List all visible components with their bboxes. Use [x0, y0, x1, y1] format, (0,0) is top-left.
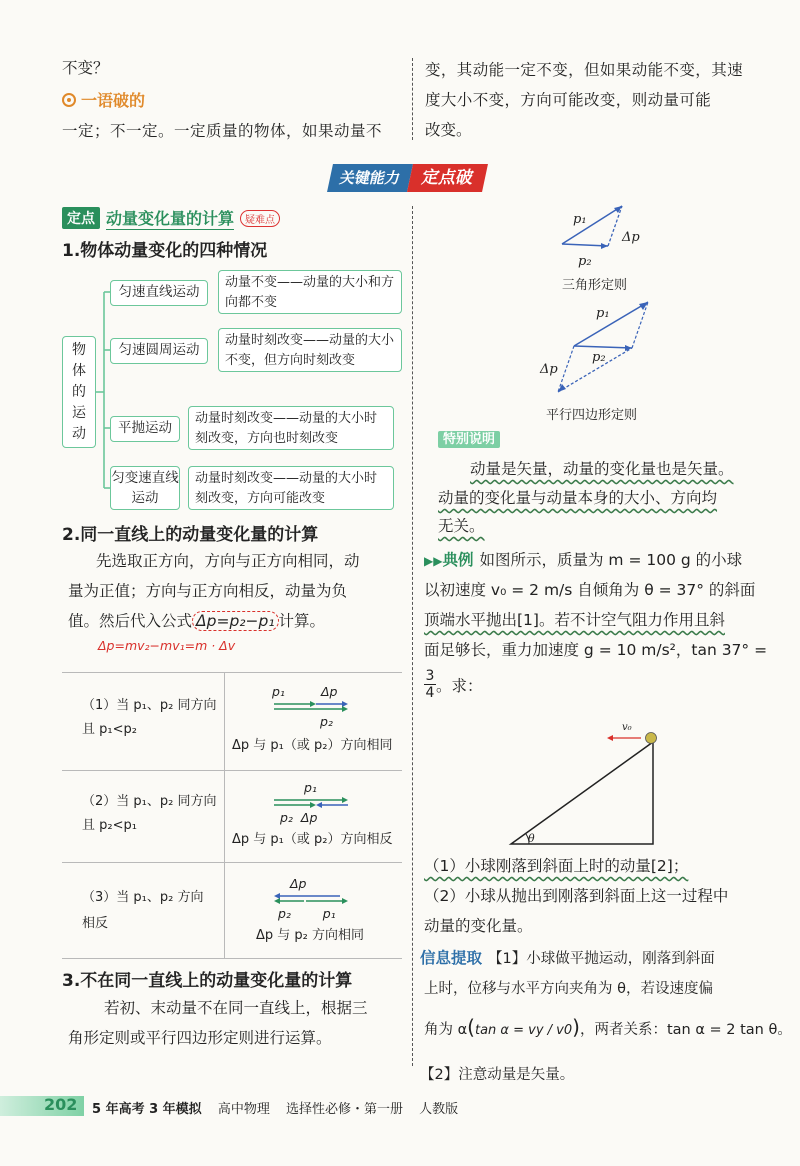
footer-volume: 选择性必修・第一册	[285, 1102, 403, 1117]
top-right-line2: 度大小不变，方向可能改变，则动量可能	[425, 91, 712, 109]
p2-line2: 量为正值；方向与正方向相反，动量为负	[68, 582, 348, 600]
case3-cond-line2: 相反	[82, 916, 109, 931]
top-left-line1: 不变？	[62, 59, 109, 77]
case2-cond-line1: （2）当 p₁、p₂ 同方向	[82, 794, 217, 809]
banner-left: 关键能力	[327, 164, 413, 192]
difficulty-badge: 疑难点	[240, 210, 280, 227]
example-line2: 以初速度 v₀ = 2 m/s 自倾角为 θ = 37° 的斜面	[424, 581, 756, 599]
fraction-denominator: 4	[425, 685, 435, 701]
p3-line2: 角形定则或平行四边形定则进行运算。	[68, 1029, 332, 1047]
info-line1	[420, 944, 715, 974]
fraction	[424, 668, 436, 701]
par-label-p1: p₁	[596, 306, 610, 321]
tree-root-char: 体	[72, 363, 86, 379]
formula-note: Δp=mv₂−mv₁=m · Δv	[98, 638, 236, 653]
case3-label-dp: Δp	[290, 876, 307, 891]
tree-desc-uniform-linear: 动量不变——动量的大小和方向都不变	[218, 270, 402, 314]
table-rule	[62, 862, 402, 863]
case2-arrows	[270, 796, 360, 808]
tree-desc-projectile: 动量时刻改变——动量的大小时刻改变，方向也时刻改变	[188, 406, 394, 450]
tip-tag-label: 特别说明	[438, 431, 500, 448]
tree-motion-uniform-circular: 匀速圆周运动	[110, 338, 208, 364]
case3-arrows	[270, 892, 360, 904]
case1-result: Δp 与 p₁（或 p₂）方向相同	[232, 738, 393, 753]
footer-subject: 高中物理	[217, 1102, 270, 1117]
fraction-numerator: 3	[425, 668, 435, 684]
case3-result: Δp 与 p₂ 方向相同	[256, 928, 365, 943]
info-tag: 信息提取	[420, 949, 483, 967]
tree-root	[62, 336, 96, 448]
heading-3: 3.不在同一直线上的动量变化量的计算	[62, 971, 353, 991]
tri-label-p1: p₁	[573, 212, 587, 227]
section-title: 动量变化量的计算	[106, 206, 234, 230]
p2-line3	[68, 607, 325, 636]
tri-label-p2: p₂	[578, 254, 592, 269]
table-col-rule	[224, 672, 225, 958]
heading-2: 2.同一直线上的动量变化量的计算	[62, 525, 319, 545]
double-arrow-icon: ▶▶	[424, 554, 443, 568]
tree-root-char: 物	[72, 342, 86, 358]
table-rule	[62, 770, 402, 771]
case2-cond-line2: 且 p₂<p₁	[82, 818, 137, 833]
question-1-text: （1）小球刚落到斜面上时的动量[2]；	[424, 857, 689, 875]
banner-right: 定点破	[407, 164, 488, 192]
section-banner	[330, 164, 485, 192]
p3-line1: 若初、末动量不在同一直线上，根据三	[104, 999, 368, 1017]
footer-text	[92, 1098, 458, 1117]
one-line-heading	[62, 88, 145, 111]
column-divider	[412, 206, 413, 1066]
example-line1-text: 如图所示，质量为 m = 100 g 的小球	[479, 551, 743, 569]
example-line3-text: 顶端水平抛出[1]。若不计空气阻力作用且斜	[424, 611, 725, 629]
question-1	[424, 852, 688, 881]
footer-edition: 人教版	[419, 1102, 459, 1117]
par-label-dp: Δp	[540, 362, 558, 377]
tree-desc-uniform-circular: 动量时刻改变——动量的大小不变，但方向时刻改变	[218, 328, 402, 372]
tree-root-char: 运	[72, 405, 86, 421]
par-caption: 平行四边形定则	[546, 408, 638, 423]
case3-cond-line1: （3）当 p₁、p₂ 方向	[82, 890, 204, 905]
table-rule	[62, 672, 402, 673]
tip-tag	[438, 428, 500, 447]
tip-line3	[438, 512, 485, 540]
footer-book: 5 年高考 3 年模拟	[92, 1102, 202, 1117]
info-line2: 上时，位移与水平方向夹角为 θ，若设速度偏	[424, 981, 713, 997]
example-line3	[424, 606, 725, 635]
tip-line1	[470, 455, 734, 483]
case3-label-bottom: p₂ p₁	[278, 906, 336, 921]
case2-label-bottom: p₂ Δp	[280, 810, 318, 825]
column-divider-top	[412, 58, 413, 140]
example-fraction-line	[424, 668, 483, 701]
target-icon	[62, 93, 76, 107]
info-line1-text: 【1】小球做平抛运动，刚落到斜面	[488, 951, 715, 967]
case1-label-p1: p₁	[272, 684, 285, 699]
case1-label-p2: p₂	[320, 714, 333, 729]
case2-label-p1: p₁	[304, 780, 317, 795]
info-formula: tan α = vy / v0	[474, 1023, 573, 1038]
example-tag: 典例	[442, 551, 474, 569]
tri-label-dp: Δp	[622, 230, 640, 245]
p2-line1: 先选取正方向，方向与正方向相同，动	[96, 552, 360, 570]
example-line4: 面足够长，重力加速度 g = 10 m/s²，tan 37° =	[424, 641, 768, 659]
tri-caption: 三角形定则	[562, 278, 628, 293]
top-right-line1: 变，其动能一定不变，但如果动能不变，其速	[425, 61, 744, 79]
section-heading	[62, 206, 280, 230]
tree-root-char: 动	[72, 426, 86, 442]
tree-motion-uniform-accel: 匀变速直线运动	[110, 466, 180, 510]
par-label-p2: p₂	[592, 350, 606, 365]
example-after-fraction: 。求：	[436, 676, 483, 695]
p2-line3-b: 计算。	[278, 612, 326, 630]
page-number: 202	[44, 1095, 78, 1114]
question-2b: 动量的变化量。	[424, 917, 533, 935]
tree-root-char: 的	[72, 384, 86, 400]
case2-result: Δp 与 p₁（或 p₂）方向相反	[232, 832, 393, 847]
p2-line3-a: 值。然后代入公式	[68, 612, 193, 630]
tip-line2	[438, 484, 717, 512]
info-line3-a: 角为 α	[424, 1022, 468, 1038]
tree-motion-uniform-linear: 匀速直线运动	[110, 280, 208, 306]
heading-one-line: 一语破的	[81, 91, 146, 110]
section-tag: 定点	[62, 207, 100, 229]
tip-line1-text: 动量是矢量，动量的变化量也是矢量。	[470, 460, 734, 478]
fig-label-theta: θ	[528, 832, 535, 845]
case1-top-labels	[272, 684, 372, 699]
tree-desc-uniform-accel: 动量时刻改变——动量的大小时刻改变，方向可能改变	[188, 466, 394, 510]
heading-1: 1.物体动量变化的四种情况	[62, 241, 268, 261]
question-2a: （2）小球从抛出到刚落到斜面上这一过程中	[424, 887, 729, 905]
tree-motion-projectile: 平抛运动	[110, 416, 180, 442]
info-line4: 【2】注意动量是矢量。	[420, 1067, 575, 1083]
info-line3-b: ，两者关系：tan α = 2 tan θ。	[579, 1022, 792, 1038]
case1-cond-line2: 且 p₁<p₂	[82, 722, 137, 737]
triangle-rule-figure	[540, 200, 660, 280]
formula-circled: Δp=p₂−p₁	[192, 611, 279, 631]
tip-line2-text: 动量的变化量与动量本身的大小、方向均	[438, 489, 718, 507]
top-left-line2: 一定；不一定。一定质量的物体，如果动量不	[62, 122, 383, 140]
fig-label-v0: v₀	[622, 722, 632, 733]
example-line1	[424, 546, 742, 576]
case1-cond-line1: （1）当 p₁、p₂ 同方向	[82, 698, 217, 713]
info-line3: 角为 α(tan α = vy / v0)，两者关系：tan α = 2 tan θ。	[424, 1015, 792, 1039]
case1-arrows	[270, 700, 360, 712]
table-rule	[62, 958, 402, 959]
top-right-line3: 改变。	[425, 121, 472, 139]
tip-line3-text: 无关。	[438, 517, 485, 535]
case1-label-dp: Δp	[320, 684, 338, 699]
